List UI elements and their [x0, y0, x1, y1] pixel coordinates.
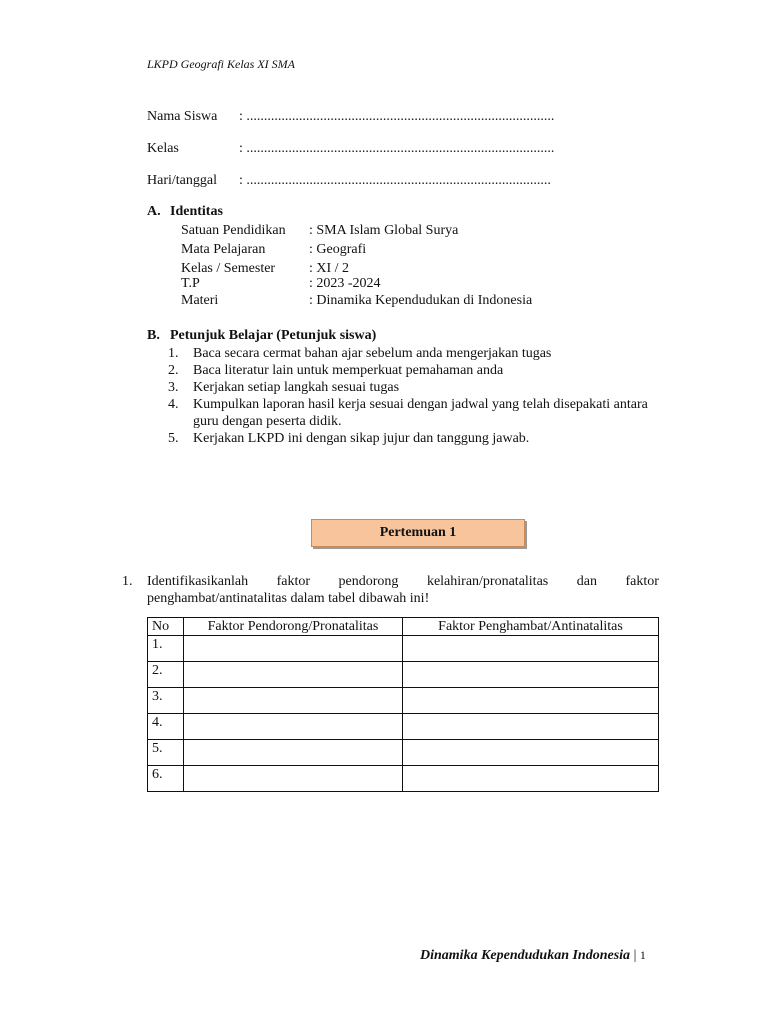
- answer-cell-pronatal[interactable]: [184, 714, 403, 740]
- meeting-heading-text: Pertemuan 1: [379, 525, 457, 540]
- identity-label: Satuan Pendidikan: [181, 223, 286, 238]
- page-footer: [420, 948, 646, 964]
- identity-row: [181, 261, 349, 277]
- list-text: Kerjakan setiap langkah sesuai tugas: [193, 380, 400, 395]
- list-item: [168, 362, 660, 379]
- field-student-name: [147, 109, 554, 125]
- answer-cell-antinatal[interactable]: [403, 688, 659, 714]
- row-number: 5.: [148, 740, 184, 766]
- identity-row: [181, 223, 458, 239]
- answer-cell-antinatal[interactable]: [403, 636, 659, 662]
- section-letter: B.: [147, 328, 160, 343]
- identity-label: T.P: [181, 276, 200, 291]
- field-class: [147, 141, 554, 157]
- answer-cell-pronatal[interactable]: [184, 740, 403, 766]
- table-row: [148, 740, 659, 766]
- question-text: [147, 573, 659, 607]
- field-label: Hari/tanggal: [147, 173, 217, 188]
- list-number: 2.: [168, 363, 179, 378]
- identity-label: Kelas / Semester: [181, 261, 276, 276]
- question-word: dan: [576, 574, 597, 589]
- list-text: Baca literatur lain untuk memperkuat pemahaman anda: [193, 363, 504, 378]
- section-title-text: Petunjuk Belajar (Petunjuk siswa): [170, 328, 377, 343]
- factor-table: [147, 617, 659, 792]
- identity-label: Mata Pelajaran: [181, 242, 266, 257]
- section-letter: A.: [147, 204, 161, 219]
- question-line-1: [147, 573, 659, 590]
- identity-value: : XI / 2: [309, 261, 350, 276]
- list-number: 5.: [168, 431, 179, 446]
- question-word: Identifikasikanlah: [147, 574, 249, 589]
- list-item: [168, 379, 660, 396]
- question-1: [122, 573, 659, 607]
- row-number: 1.: [148, 636, 184, 662]
- table-row: [148, 688, 659, 714]
- list-number: 4.: [168, 397, 179, 412]
- row-number: 3.: [148, 688, 184, 714]
- answer-cell-antinatal[interactable]: [403, 714, 659, 740]
- list-number: 3.: [168, 380, 179, 395]
- list-item: [168, 396, 660, 430]
- identity-row: [181, 293, 532, 309]
- question-word: faktor: [276, 574, 311, 589]
- identity-value: : Dinamika Kependudukan di Indonesia: [309, 293, 533, 308]
- meeting-heading-box: [311, 519, 525, 547]
- question-line-2: penghambat/antinatalitas dalam tabel dibawah ini!: [147, 591, 430, 606]
- table-header-row: [148, 618, 659, 636]
- list-text: Kerjakan LKPD ini dengan sikap jujur dan tanggung jawab.: [193, 431, 530, 446]
- answer-cell-pronatal[interactable]: [184, 662, 403, 688]
- footer-title: Dinamika Kependudukan Indonesia: [420, 948, 631, 963]
- field-blank: : ........................................................................................: [239, 109, 555, 124]
- field-date: [147, 173, 551, 189]
- answer-cell-antinatal[interactable]: [403, 766, 659, 792]
- field-label: Nama Siswa: [147, 109, 218, 124]
- page-number: 1: [639, 948, 646, 962]
- instruction-list: [168, 345, 660, 447]
- identity-label: Materi: [181, 293, 219, 308]
- question-word: faktor: [625, 574, 659, 589]
- list-text: Baca secara cermat bahan ajar sebelum anda mengerjakan tugas: [193, 346, 552, 361]
- answer-cell-pronatal[interactable]: [184, 766, 403, 792]
- table-row: [148, 662, 659, 688]
- answer-cell-antinatal[interactable]: [403, 740, 659, 766]
- identity-value: : Geografi: [309, 242, 367, 257]
- row-number: 2.: [148, 662, 184, 688]
- list-number: 1.: [168, 346, 179, 361]
- column-header-no: No: [148, 618, 184, 636]
- table-row: [148, 714, 659, 740]
- list-item: [168, 345, 660, 362]
- section-a-title: [147, 204, 223, 220]
- field-label: Kelas: [147, 141, 179, 156]
- identity-value: : 2023 -2024: [309, 276, 381, 291]
- question-word: kelahiran/pronatalitas: [426, 574, 549, 589]
- section-b-title: [147, 328, 376, 344]
- identity-row: [181, 242, 366, 258]
- answer-cell-pronatal[interactable]: [184, 636, 403, 662]
- row-number: 4.: [148, 714, 184, 740]
- identity-value: : SMA Islam Global Surya: [309, 223, 459, 238]
- footer-separator: |: [633, 948, 637, 963]
- document-header-note: LKPD Geografi Kelas XI SMA: [147, 57, 295, 71]
- column-header-pronatal: Faktor Pendorong/Pronatalitas: [184, 618, 403, 636]
- list-text: Kumpulkan laporan hasil kerja sesuai dengan jadwal yang telah disepakati antara guru dengan peserta didik.: [193, 397, 648, 429]
- column-header-antinatal: Faktor Penghambat/Antinatalitas: [403, 618, 659, 636]
- field-blank: : .......................................................................................: [239, 173, 551, 188]
- table-row: [148, 636, 659, 662]
- question-number: 1.: [122, 574, 133, 589]
- field-blank: : ........................................................................................: [239, 141, 555, 156]
- answer-cell-pronatal[interactable]: [184, 688, 403, 714]
- question-word: pendorong: [338, 574, 399, 589]
- section-title-text: Identitas: [170, 204, 223, 219]
- identity-row: [181, 276, 381, 292]
- answer-cell-antinatal[interactable]: [403, 662, 659, 688]
- row-number: 6.: [148, 766, 184, 792]
- list-item: [168, 430, 660, 447]
- table-row: [148, 766, 659, 792]
